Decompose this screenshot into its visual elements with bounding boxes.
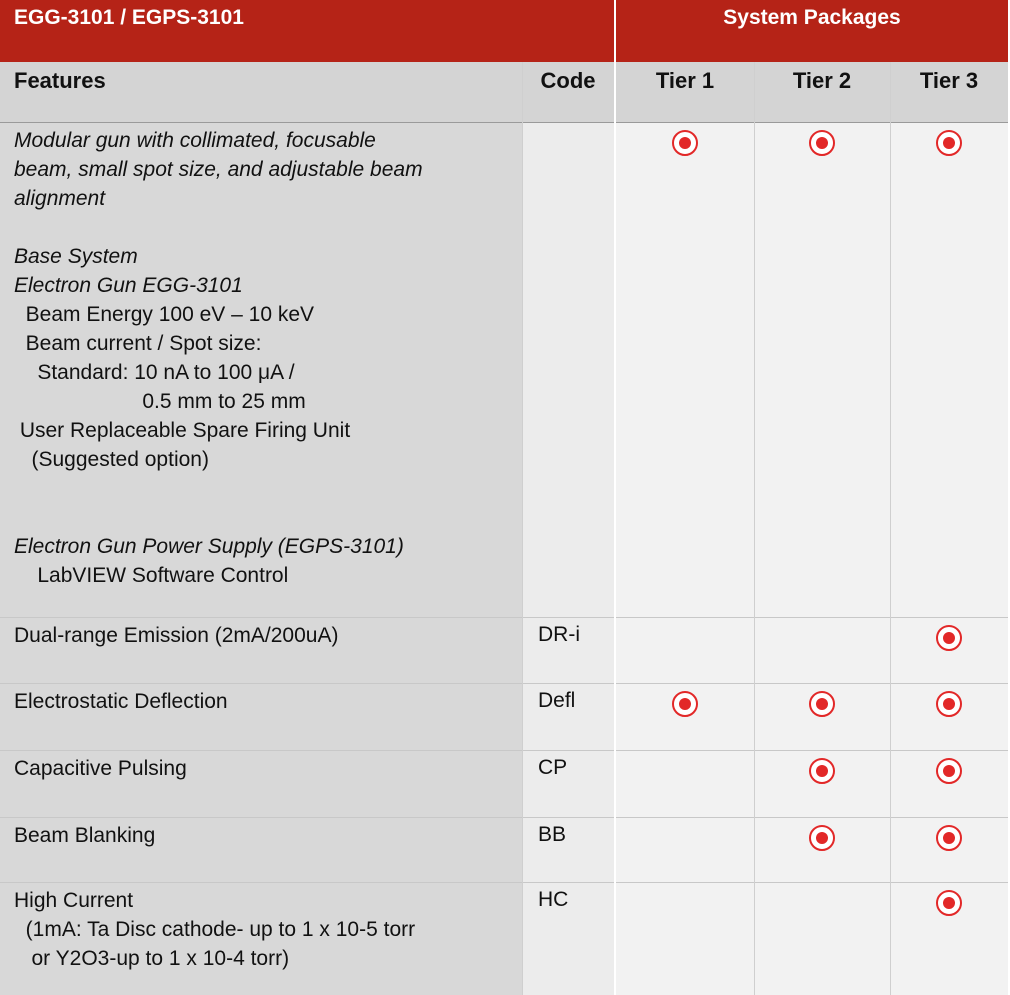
header-left: [0, 0, 614, 62]
feature-line: Capacitive Pulsing: [14, 757, 187, 780]
feature-line: [14, 213, 514, 242]
col-header-tier-1-label: Tier 1: [655, 68, 715, 93]
tier-3-cell: [890, 122, 1008, 617]
feature-line: Beam Blanking: [14, 824, 156, 847]
col-header-tier-2: [754, 62, 890, 122]
column-divider: [614, 0, 616, 995]
feature-line: beam, small spot size, and adjustable beam: [14, 158, 423, 181]
tier-2-cell: [754, 617, 890, 683]
col-header-tier-3-label: Tier 3: [919, 68, 979, 93]
included-icon: [809, 825, 835, 851]
tier-2-cell: [754, 882, 890, 995]
feature-line: Electron Gun Power Supply (EGPS-3101): [14, 535, 404, 558]
included-icon: [936, 758, 962, 784]
code-cell: [522, 683, 616, 750]
header-right-title: System Packages: [723, 6, 901, 29]
included-icon: [809, 758, 835, 784]
included-icon: [809, 130, 835, 156]
feature-line: (1mA: Ta Disc cathode- up to 1 x 10-5 torr: [14, 918, 416, 941]
code-value: DR-i: [538, 623, 580, 646]
feature-cell: [0, 750, 522, 817]
tier-1-cell: [616, 817, 754, 882]
included-icon: [672, 691, 698, 717]
code-cell: [522, 750, 616, 817]
tier-1-cell: [616, 882, 754, 995]
feature-cell: [0, 683, 522, 750]
feature-line: [14, 474, 514, 503]
code-value: CP: [538, 756, 568, 779]
tier-1-cell: [616, 750, 754, 817]
feature-line: User Replaceable Spare Firing Unit: [14, 419, 351, 442]
col-header-features: [0, 62, 522, 122]
feature-line: Modular gun with collimated, focusable: [14, 129, 376, 152]
feature-line: Standard: 10 nA to 100 μA /: [14, 361, 295, 384]
tier-2-cell: [754, 817, 890, 882]
feature-line: LabVIEW Software Control: [14, 564, 289, 587]
feature-line: or Y2O3-up to 1 x 10-4 torr): [14, 947, 290, 970]
col-header-code: [522, 62, 614, 122]
included-icon: [936, 130, 962, 156]
included-icon: [936, 890, 962, 916]
tier-2-cell: [754, 683, 890, 750]
feature-line: Beam Energy 100 eV – 10 keV: [14, 303, 315, 326]
feature-line: Base System: [14, 245, 138, 268]
header-right: [616, 0, 1008, 62]
feature-cell: [0, 122, 522, 617]
feature-line: Electrostatic Deflection: [14, 690, 228, 713]
included-icon: [936, 691, 962, 717]
feature-line: Dual-range Emission (2mA/200uA): [14, 624, 339, 647]
feature-line: 0.5 mm to 25 mm: [14, 390, 306, 413]
tier-1-cell: [616, 122, 754, 617]
included-icon: [936, 825, 962, 851]
col-header-tier-1: [616, 62, 754, 122]
included-icon: [809, 691, 835, 717]
feature-line: (Suggested option): [14, 448, 209, 471]
tier-1-cell: [616, 617, 754, 683]
tier-2-cell: [754, 122, 890, 617]
col-header-tier-2-label: Tier 2: [792, 68, 852, 93]
feature-line: Beam current / Spot size:: [14, 332, 262, 355]
code-cell: [522, 882, 616, 995]
row-divider: [0, 122, 1008, 123]
col-header-code-label: Code: [540, 68, 596, 93]
code-value: Defl: [538, 689, 576, 712]
feature-cell: [0, 617, 522, 683]
feature-cell: [0, 817, 522, 882]
feature-line: [14, 503, 514, 532]
feature-line: Electron Gun EGG-3101: [14, 274, 243, 297]
tier-2-cell: [754, 750, 890, 817]
column-divider: [522, 62, 523, 995]
tier-1-cell: [616, 683, 754, 750]
row-divider: [0, 817, 1008, 818]
code-cell: [522, 817, 616, 882]
code-value: HC: [538, 888, 569, 911]
row-divider: [0, 750, 1008, 751]
column-divider: [890, 62, 891, 995]
tier-3-cell: [890, 817, 1008, 882]
row-divider: [0, 683, 1008, 684]
feature-line: alignment: [14, 187, 106, 210]
tier-3-cell: [890, 750, 1008, 817]
code-cell: [522, 617, 616, 683]
col-header-tier-3: [890, 62, 1008, 122]
row-divider: [0, 617, 1008, 618]
included-icon: [936, 625, 962, 651]
included-icon: [672, 130, 698, 156]
tier-3-cell: [890, 882, 1008, 995]
tier-3-cell: [890, 617, 1008, 683]
feature-line: High Current: [14, 889, 134, 912]
col-header-features-label: Features: [14, 68, 106, 93]
feature-cell: [0, 882, 522, 995]
code-value: BB: [538, 823, 567, 846]
header-left-title: EGG-3101 / EGPS-3101: [14, 6, 244, 29]
row-divider: [0, 882, 1008, 883]
tier-3-cell: [890, 683, 1008, 750]
code-cell: [522, 122, 616, 617]
column-divider: [754, 62, 755, 995]
